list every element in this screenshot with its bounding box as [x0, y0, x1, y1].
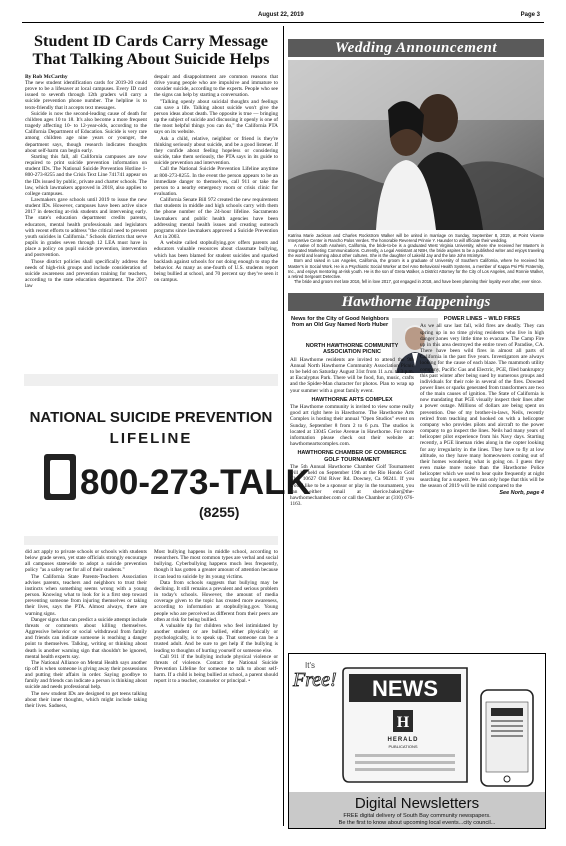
byline: By Rob McCarthy — [25, 74, 68, 80]
paragraph: The California State Parents-Teachers Association advises parents, teachers and neighbors to trust their instincts when something seems wrong with a young person. Knowing what to look for is a first step toward preventing someone from injuring themselves or taking their lives, says the PTA. Almost always, there are warning signs. — [25, 573, 147, 617]
paragraph: Ask a child, relative, neighbor or friend is they're thinking seriously about suicide, and be a good listener. If they confide about feeling hopeless or considering suicide, take them seriously, the PTA says in its guide to suicide prevention and intervention. — [154, 135, 278, 167]
paragraph: The National Alliance on Mental Health says another tip off is when someone is giving away their possessions and putting their affairs in order. Saying goodbye to family and friends can indicate a person is thinking about suicide and needs professional help. — [25, 659, 147, 691]
column-intro: News for the City of Good Neighbors from an Old Guy Named Norb Huber — [291, 316, 389, 329]
paragraph: Suicide is now the second-leading cause of death for children ages 10 to 18. It's also become a more frequent tragedy affecting 10- to 12-year-olds, according to the California Department of Education. Suicide is very rare among children age nine years or younger, the department says, though research indicates thoughts about self-harm can begin early. — [25, 110, 147, 154]
section-body: The Hawthorne community is invited to view some really good art right here in Hawthorne. The Hawthorne Arts Complex is hosting their annual "Open Studios" event on Sunday, September 8 from 2 to 6 p.m. The studios is located at 13045 Cerise Avenue in Hawthorne. For more information please check out their website at: hawthorneartscomplex.com. — [290, 404, 414, 448]
ad-news: NEWS — [372, 676, 438, 701]
ad-graphic — [289, 654, 545, 828]
paragraph: Most bullying happens in middle school, according to researchers. The most common types are verbal and social bullying. Cyberbullying happens much less frequently, though it has gotten a greater amount of attention because it can lead to suicide by its young victims. — [154, 549, 278, 580]
svg-text:H: H — [396, 714, 410, 731]
ad-its: It's — [305, 661, 315, 670]
section-body: The 5th Annual Hawthorne Chamber Golf Tournament will be held on September 19th at the Rio Hondo Golf Club 10627 Old River Rd. Downey, Ca 90241. If you would like to be a sponsor or play in the tournament, you can either email at sherice.baker@the-hawthornechamber.com or call the Chamber at (310) 676-1163. — [290, 464, 414, 507]
column-divider — [283, 26, 284, 826]
caption-paragraph: The bride and groom met late 2016, fell in love 2017, got engaged in 2018, and have been planning their loyalty ever after, ever since. — [294, 278, 542, 284]
section-body: As we all saw last fall, wild fires are deadly. They can spring up in no time giving residents who live in high danger zones very little time to evacuate. The Camp Fire up in this area destroyed the entire town of Paradise, CA. There have been wild fires in almost all parts of California in the past five years. Investigators are always looking for the cause of each blaze. The mammoth utility company, Pacific Gas and Electric, PGE, filed bankruptcy this past winter after being sued by numerous groups and individuals for their role in several of the fires. Downed power lines or sparks generated from transformers are two of the main causes of ignition. The State of California is now mandating that PGE visually inspect their lines after a power outage. Millions of dollars are being spent on prevention. One of my brother-in-laws, Neils, recently retired from teaching and hooked on with a helicopter company who provides pilots and aircraft to the power company to go inspect the lines. Neils had many years of helicopter pilot experience from his Navy days. Starting recently, a PGE lineman rides along in the copter looking for any irregularity in the lines. They have to fly at low altitude, so they have many homeowners coming out of their homes wondering what is going on. I guess they even make more noise than the Hawthorne Police helicopter which we used to hear quite frequently at night searching for a suspect. We can only hope that this will be the season of 2019 will be mild compared to the — [420, 323, 544, 490]
paragraph: Data from schools suggests that bullying may be declining. It still remains a prevalent and serious problem in today's schools. However, the amount of media coverage given to the topic has created more awareness, according to information at stopbullying.gov. Young people who are perceived as different from their peers are often at risk for being bullied. — [154, 579, 278, 623]
paragraph: Danger signs that can predict a suicide attempt include threats or comments about killing themselves. Aggressive behavior or social withdrawal from family and friends can indicate someone is reaching a danger point to themselves. Talking, writing or thinking about death is another warning sign that shouldn't be ignored, mental health experts say. — [25, 616, 147, 660]
card-phone-digits: (8255) — [199, 504, 240, 520]
lifeline-card-photo — [24, 374, 311, 545]
section-heading: POWER LINES – WILD FIRES — [443, 316, 521, 322]
article-column-2 — [154, 74, 278, 283]
caption-paragraph: Katrina Marie Jackson and Charles Rockstrom Walker will be united in marriage on Sunday, September 8, 2019, at Point Vicente Interpretive Center in Rancho Palos Verdes. The honorable Reverend Prinnie Y. Haunder to will officiate their wedding. — [288, 233, 544, 244]
card-phone-number: 800-273-TALK — [80, 463, 311, 502]
page-number: Page 3 — [520, 12, 540, 18]
article-column-1 — [25, 74, 147, 289]
paragraph: A valuable tip for children who feel intimidated by another student or are bullied, either physically or psychologically, is to speak up. That someone can be a trusted adult. And be sure to get help if the bullying is leading to thoughts of hurting yourself or someone else. — [154, 622, 278, 654]
paragraph: California Senate Bill 972 created the new requirement that students in middle and high schools carry with them the phone number of the 24-hour lifeline. Sacramento lawmakers and public health agencies have been addressing mental health issues and creating outreach programs since lawmakers approved a Suicide Prevention Act in 2003. — [154, 197, 278, 241]
paragraph: The new student identification cards for 2019-20 could prove to be a lifesaver at local campuses. Every ID card issued to seventh through 12th graders will carry a suicide prevention phone number. The helpline is to texts-friendly that it accepts text messages. — [25, 80, 147, 111]
caption-paragraph: Born and raised in Los Angeles, California, the groom is a graduate of University of Southern California, where he received his Master's in Social Work. He is a Psychiatric Social Worker at Del Amo Behavioral Health Systems, a member of Kappa Psi Phi Fraternity, Inc., and enjoys mentoring at-risk youth. He is the son of Greta Walker, a District Attorney for the City of Los Angeles, and Ronnie Walker, a retired Sergeant Detective. — [288, 258, 544, 279]
article-column-2b — [154, 549, 278, 684]
paragraph: did act apply to private schools or schools with students below grade seven, yet state officials strongly encourage all campuses statewide to adopt a suicide prevention policy "as a safety net for all of their students." — [25, 549, 147, 574]
section-heading: HAWTHORNE CHAMBER OF COMMERCE GOLF TOURNAMENT — [297, 450, 407, 463]
article-column-1b — [25, 549, 147, 709]
digital-newsletter-ad[interactable] — [288, 653, 546, 829]
paragraph: A website called stopbullying.gov offers parents and educators valuable resources about classmate bullying, which has been blamed for student suicides and sparked backlash against schools for not doing enough to stop the behavior. As many as one-fourth of U.S. students report being bullied at school, and 70 percent say they've seen it on campus. — [154, 240, 278, 284]
wedding-photo — [288, 60, 544, 230]
section-heading: NORTH HAWTHORNE COMMUNITY ASSOCIATION PICNIC — [305, 343, 399, 356]
ad-publications: PUBLICATIONS — [388, 744, 418, 749]
ad-herald: HERALD — [387, 737, 419, 743]
paragraph: The new student IDs are designed to get teens talking about their inner thoughts, which might include taking their lives. Sadness, — [25, 690, 147, 709]
card-line-2: LIFELINE — [109, 430, 193, 447]
caption-paragraph: A native of South Anaheim, California, the bride-to-be is a graduated West Virginia University, where she received her Master's in Integrated Marketing Communications. Currently, a Legal Assistant at NBH, the bride aspires to be a published writer and enjoys traveling the world and learning about other cultures. She is the daughter of Lakeild Jay and the late John Mcintyre. — [288, 243, 544, 259]
paragraph: "Talking openly about suicidal thoughts and feelings can save a life. Talking about suicide won't give the person ideas about death. The opposite is true — bringing up the subject of suicide and discussing it openly is one of the most helpful things you can do," the California PTA says on its website. — [154, 98, 278, 136]
section-heading: HAWTHORNE ARTS COMPLEX — [311, 396, 393, 403]
card-line-1: NATIONAL SUICIDE PREVENTION — [29, 409, 273, 426]
continued-jump[interactable]: See Norb, page 4 — [499, 489, 544, 496]
paragraph: Starting this fall, all California campuses are now required to print suicide prevention information on student IDs. The National Suicide Prevention Hotline 1-800-273-8255 and the Crisis Text Line 741741 appear on the IDs issued by public, private and charter schools. The law, which lawmakers approved in 2018, also applies to college campuses. — [25, 153, 147, 197]
section-body: All Hawthorne residents are invited to attend the 9th Annual North Hawthorne Community Association Picnic to be held on Saturday August 31st from 11 a.m. to 3 p.m. at Eucalyptus Park. There will be food, fun, music, crafts and the Spider-Man character for photos. Plan to wrap up your summer with a great family event. — [290, 356, 414, 394]
article-headline: Student ID Cards Carry Message That Talking About Suicide Helps — [32, 32, 270, 68]
ad-line-1: FREE digital delivery of South Bay community newspapers. — [343, 813, 491, 819]
happenings-column-1 — [290, 343, 414, 507]
wedding-caption — [288, 233, 544, 284]
header-rule — [22, 22, 544, 23]
wedding-banner: Wedding Announcement — [288, 39, 544, 57]
issue-date: August 22, 2019 — [258, 12, 304, 18]
couple-image — [288, 60, 544, 230]
paragraph: Those district policies shall specifically address the needs of high-risk groups and include consideration of suicide awareness and prevention training for teachers, according to the state education department. The 2017 law — [25, 258, 147, 290]
ad-digital-newsletters: Digital Newsletters — [354, 795, 480, 812]
paragraph: despair and disappointment are common reasons that drive young people who are impulsive and immature to consider suicide, according to the experts. People who see the signs can help by starting a conversation. — [154, 74, 278, 99]
happenings-column-2 — [420, 316, 544, 496]
lifeline-card-graphic — [24, 374, 311, 545]
happenings-intro — [290, 316, 390, 329]
page-header — [0, 10, 566, 22]
paragraph: Lawmakers gave schools until 2019 to issue the new student IDs. However, campuses have been active since 2017 in detecting at-risk students and intervening early. The state's education department credits parents, educators, mental health professionals and legislators with recent efforts to address "the critical need to prevent youth suicides in California." Schools districts that serve pupils in grades seven through 12 LEA must have in place a policy on pupil suicide prevention, intervention and postvention. — [25, 196, 147, 259]
ad-free: Free! — [293, 669, 337, 691]
paragraph: Call 911 if the bullying include physical violence or threats of violence. Contact the National Suicide Prevention Lifeline for someone to talk to about self-harm. If a child is being bullied at school, a parent should report it to a teacher, counselor or principal. • — [154, 653, 278, 685]
hawthorne-happenings-banner: Hawthorne Happenings — [288, 293, 544, 311]
paragraph: Call the National Suicide Prevention Lifeline anytime at 800-273-8255. In the event the person appears to be an immediate danger to themselves, call 911 or take the person to a nearby emergency room or crisis clinic for evaluation. — [154, 166, 278, 197]
ad-line-2: Be the first to know about upcoming local events...city council... — [338, 820, 496, 826]
